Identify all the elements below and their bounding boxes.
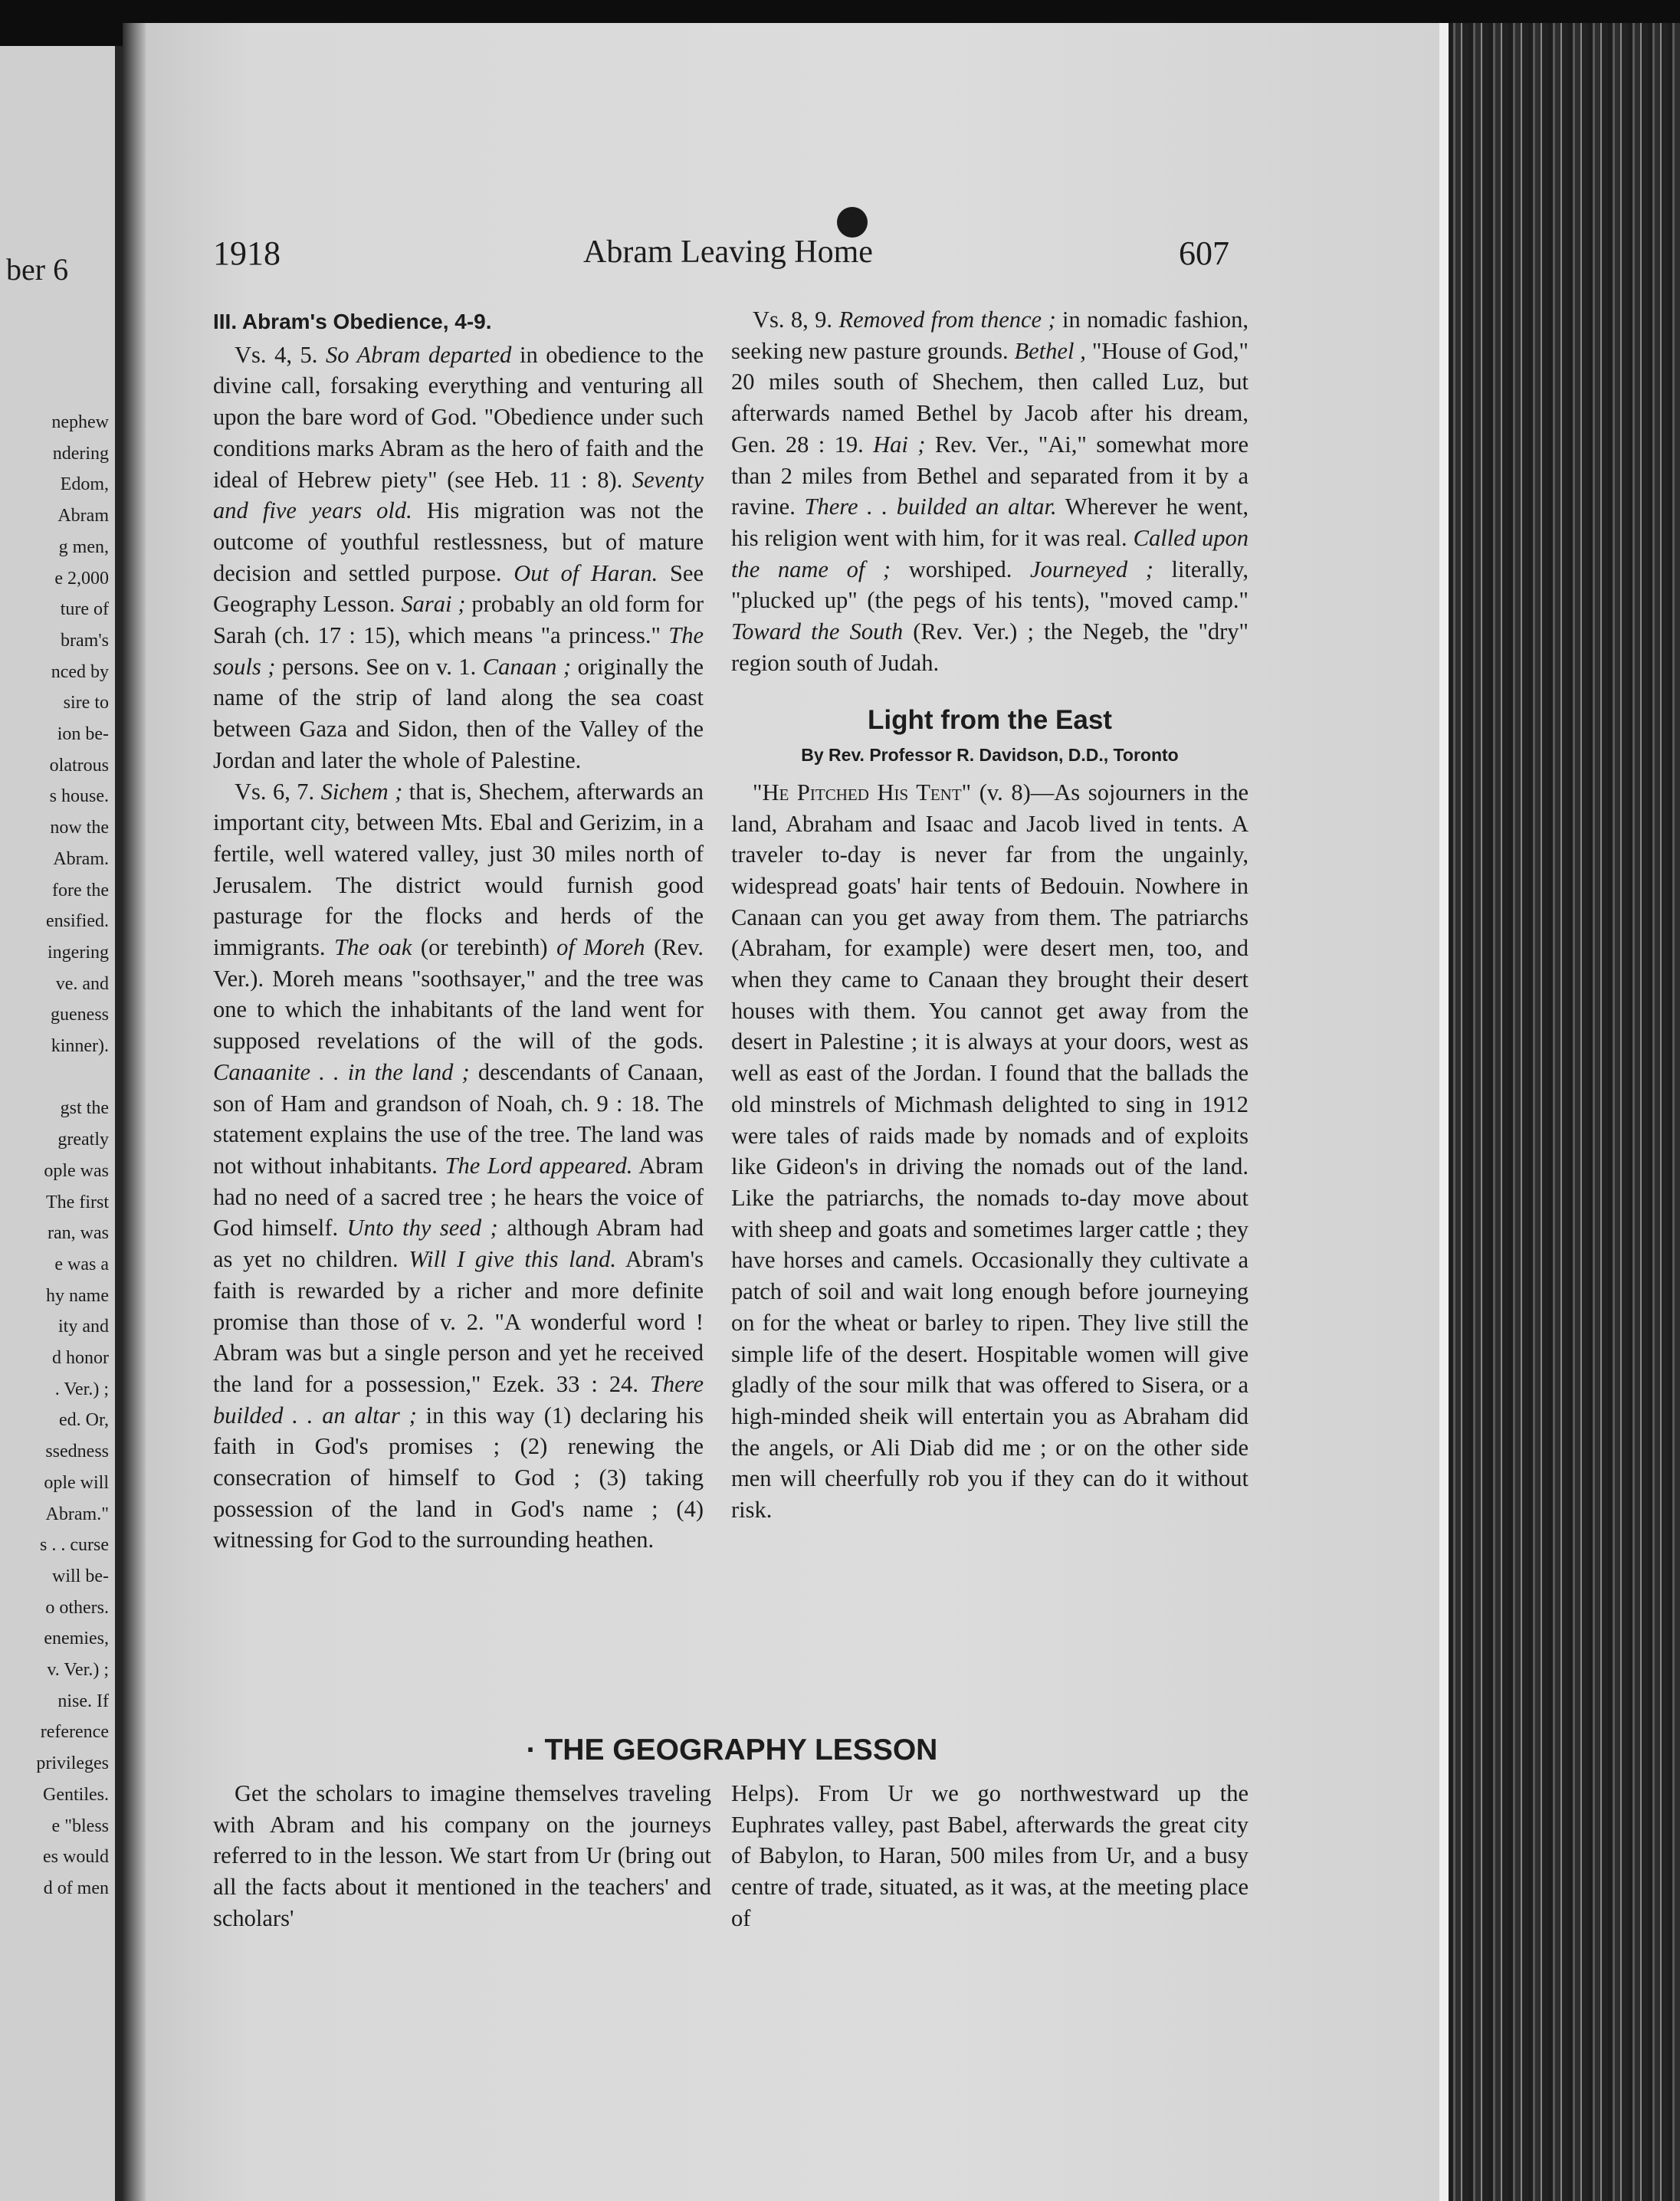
facing-page-line: ssedness [45,1442,109,1462]
facing-page-line: nise. If [57,1691,109,1711]
text-run: originally the name of the strip of land along the sea coast between Gaza and Sidon, then of the Valley of the Jordan and later the whole of Palestine. [213,653,704,773]
facing-page-line: d of men [43,1878,109,1898]
facing-page-line: reference [40,1722,109,1743]
paragraph-he-pitched: "He Pitched His Tent" (v. 8)—As sojourners in the land, Abraham and Isaac and Jacob lived in tents. A traveler to-day is never far from the ungainly, widespread goats' hair tents of Bedouin. Nowhere in Canaan can you get away from them. The patriarchs (Abraham, for example) were desert men, too, and when they came to Canaan they brought their desert houses with them. You cannot get away from the desert in Palestine ; it is always at your doors, west as well as east of the Jordan. I found that the ballads the old minstrels of Michmash delighted to sing in 1912 were tales of raids made by nomads and of exploits like Gideon's in driving the nomads out of the land. Like the patriarchs, the nomads to-day move about with sheep and goats and sometimes larger cattle ; they have horses and camels. Occasionally they cultivate a patch of soil and wait long enough before journeying on for the wheat or barley to ripen. They live still the simple life of the desert. Hospitable women will give gladly of the sour milk that was offered to Sisera, or a high-minded sheik will entertain you as Abraham did the angels, or Ali Diab did me ; or on the other side men will cheerfully rob you if they can do it without risk. [731,779,1249,1524]
facing-page-line: v. Ver.) ; [47,1660,109,1680]
italic-term: Bethel , [1014,337,1086,364]
italic-term: of Moreh [556,934,645,961]
text-run: probably an old form for Sarah (ch. 17 : 15), which means "a princess." [213,591,704,649]
facing-page-line: kinner). [51,1036,109,1056]
facing-page-line: bram's [61,630,109,651]
byline: By Rev. Professor R. Davidson, D.D., Toronto [801,745,1179,766]
text-run: Rev. Ver., "Ai," somewhat more than 2 miles from Bethel and separated from it by a ravine. [731,431,1249,520]
facing-page-line: d honor [52,1348,109,1368]
facing-page-line: now the [50,818,109,838]
facing-page-line: es would [43,1847,109,1868]
facing-page-line: sire to [63,693,109,713]
italic-term: Journeyed ; [1030,556,1153,582]
geography-paragraph-left: Get the scholars to imagine themselves traveling with Abram and his company on the journeys referred to in the lesson. We start from Ur (bring out all the facts about it mentioned in the teachers' and scholars' [213,1780,711,1931]
section-heading: III. Abram's Obedience, 4-9. [213,310,492,333]
facing-page-line: ople will [44,1472,109,1493]
facing-page-line: e "bless [51,1816,109,1836]
facing-page-line: ndering [52,443,109,464]
facing-page-line: gueness [51,1005,109,1025]
punch-hole [837,207,868,238]
facing-page-line: gst the [60,1098,109,1119]
text-run: (or terebinth) [412,934,557,961]
text-run: See Geography Lesson. [213,559,704,618]
italic-term: The Lord appeared. [445,1152,633,1179]
text-run: in obedience to the divine call, forsaking everything and venturing all upon the bare word of God. "Obedience under such conditions marks Abram as the hero of faith and the ideal of Hebrew piety" (see Heb. 11 : 8). [213,341,704,493]
text-run: that is, Shechem, afterwards an important city, between Mts. Ebal and Gerizim, in a fertile, well watered valley, just 30 miles north of Jerusalem. The district would furnish good pasturage for the flocks and herds of the immigrants. [213,778,704,961]
text-run: persons. See on v. 1. [275,653,483,680]
facing-page-line: ensified. [46,911,109,932]
facing-page-line: ture of [60,599,109,620]
text-run: Vs. 6, 7. [235,778,321,805]
facing-page-line: nced by [51,661,109,682]
italic-term: Will I give this land. [409,1246,616,1273]
text-run: Vs. 8, 9. [753,307,839,333]
facing-page-line: Edom, [60,474,109,495]
geography-lesson-title-text: THE GEOGRAPHY LESSON [544,1734,938,1766]
facing-page-line: hy name [46,1285,109,1306]
italic-term: Called upon the name of ; [731,524,1249,582]
italic-term: Toward the South [731,618,904,645]
italic-term: The oak [334,934,412,961]
italic-term: There . . builded an altar. [804,494,1057,520]
italic-term: Hai ; [873,431,926,458]
text-run: Vs. 4, 5. [235,341,326,368]
facing-page-line: ran, was [48,1223,109,1244]
lead-in-smallcaps: He Pitched His Tent [762,779,962,805]
book-gutter [123,23,146,2201]
facing-page-line: . Ver.) ; [54,1379,109,1399]
facing-page-line: olatrous [49,755,109,776]
facing-page-line: will be- [52,1566,109,1586]
facing-page-line: g men, [58,536,109,557]
italic-term: Canaan ; [482,653,572,680]
italic-term: Sarai ; [401,591,466,618]
paragraph-vs-6-7 [213,776,704,1556]
left-column [213,307,704,1556]
facing-page-line: The first [46,1192,109,1212]
facing-page-line: nephew [51,412,109,432]
facing-page-line: ion be- [57,724,109,744]
paragraph-he-pitched-body: (v. 8)—As sojourners in the land, Abraham and Isaac and Jacob lived in tents. A traveler to-day is never far from the ungainly, widespread goats' hair tents of Bedouin. Nowhere in Canaan can you get away from them. The patriarchs (Abraham, for example) were desert men, too, and when they came to Canaan they brought their desert houses with them. You cannot get away from the desert in Palestine ; it is always at your doors, west as well as east of the Jordan. I found that the ballads the old minstrels of Michmash delighted to sing in 1912 were tales of raids made by nomads and of exploits like Gideon's in driving the nomads out of the land. Like the patriarchs, the nomads to-day move about with sheep and goats and sometimes larger cattle ; they have horses and camels. Occasionally they cultivate a patch of soil and wait long enough before journeying on for the wheat or barley to ripen. They live still the simple life of the desert. Hospitable women will give gladly of the sour milk that was offered to Sisera, or a high-minded sheik will entertain you as Abraham did the angels, or Ali Diab did me ; or on the other side men will cheerfully rob you if they can do it without risk. [731,779,1249,1524]
facing-page-line: greatly [57,1130,109,1150]
text-run: in this way (1) declaring his faith in God's promises ; (2) renewing the consecration of himself to God ; (3) taking possession of the land in God's name ; (4) witnessing for God to the surrounding heathen. [213,1402,704,1553]
facing-page-line: ity and [58,1317,109,1337]
book-block-edges [1449,23,1680,2201]
italic-term: Seventy and five years old. [213,466,704,524]
geography-left-column [213,1778,711,1934]
text-run: descendants of Canaan, son of Ham and grandson of Noah, ch. 9 : 18. The statement explains the use of the tree. The land was not without inhabitants. [213,1058,704,1179]
paragraph-vs-8-9 [731,304,1249,678]
facing-page-line: e 2,000 [54,568,109,589]
facing-page-line: Abram [57,506,109,526]
facing-page-line: e was a [54,1254,109,1274]
text-run: literally, "plucked up" (the pegs of his tents), "moved camp." [731,556,1249,614]
text-run: in nomadic fashion, seeking new pasture grounds. [731,307,1249,364]
italic-term: The souls ; [213,622,704,680]
text-run: "House of God," 20 miles south of Shechem, then called Luz, but afterwards named Bethel by Jacob after his dream, Gen. 28 : 19. [731,337,1249,458]
facing-page-line: s . . curse [40,1535,109,1556]
facing-page-header: ber 6 [6,252,69,287]
facing-page-fragment [0,46,123,2201]
facing-page-line: ople was [44,1160,109,1181]
facing-page-line: o others. [45,1597,109,1618]
facing-page-line: ed. Or, [58,1410,109,1431]
light-from-east-title: Light from the East [868,705,1112,736]
facing-page-line: enemies, [44,1629,109,1649]
italic-term: Canaanite . . in the land ; [213,1058,470,1085]
facing-page-line: ingering [48,942,109,963]
italic-term: Unto thy seed ; [346,1215,498,1242]
geography-right-column [731,1778,1249,1934]
facing-page-line: privileges [36,1753,109,1774]
facing-page-line: ve. and [55,973,109,994]
text-run: (Rev. Ver.). Moreh means "soothsayer," and the tree was one to which the inhabitants of the land went for supposed revelations of the will of the gods. [213,934,704,1055]
italic-term: Removed from thence ; [838,307,1056,333]
text-run: (Rev. Ver.) ; the Negeb, the "dry" region south of Judah. [731,618,1249,676]
facing-page-line: fore the [52,880,109,900]
facing-page-line: s house. [49,786,109,807]
paragraph-vs-4-5 [213,339,704,776]
italic-term: Out of Haran. [514,559,658,586]
geography-paragraph-right: Helps). From Ur we go northwestward up the Euphrates valley, past Babel, afterwards the great city of Babylon, to Haran, 500 miles from Ur, and a busy centre of trade, situated, as it was, at the meeting place of [731,1780,1249,1931]
facing-page-line: Abram. [53,848,109,869]
geography-lesson-title: · THE GEOGRAPHY LESSON [526,1734,938,1766]
facing-page-line: Gentiles. [43,1784,109,1805]
text-run: Wherever he went, his religion went with him, for it was real. [731,494,1249,551]
page-number: 607 [1179,235,1229,272]
right-column [731,304,1249,1526]
running-head-title: Abram Leaving Home [583,235,873,270]
text-run: Abram's faith is rewarded by a richer and more definite promise than those of v. 2. "A wonderful word ! Abram was but a single person and yet he received the land for a possession," Ezek. 33 : 24. [213,1246,704,1397]
facing-page-line: Abram." [45,1504,109,1524]
text-run: worshiped. [891,556,1031,582]
italic-term: So Abram departed [325,341,512,368]
running-head-year: 1918 [213,235,281,272]
italic-term: Sichem ; [320,778,403,805]
text-run: Abram had no need of a sacred tree ; he hears the voice of God himself. [213,1152,704,1242]
italic-term: There builded . . an altar ; [213,1370,704,1429]
text-run: although Abram had as yet no children. [213,1215,704,1273]
text-run: His migration was not the outcome of youthful restlessness, but of mature decision and settled purpose. [213,497,704,586]
